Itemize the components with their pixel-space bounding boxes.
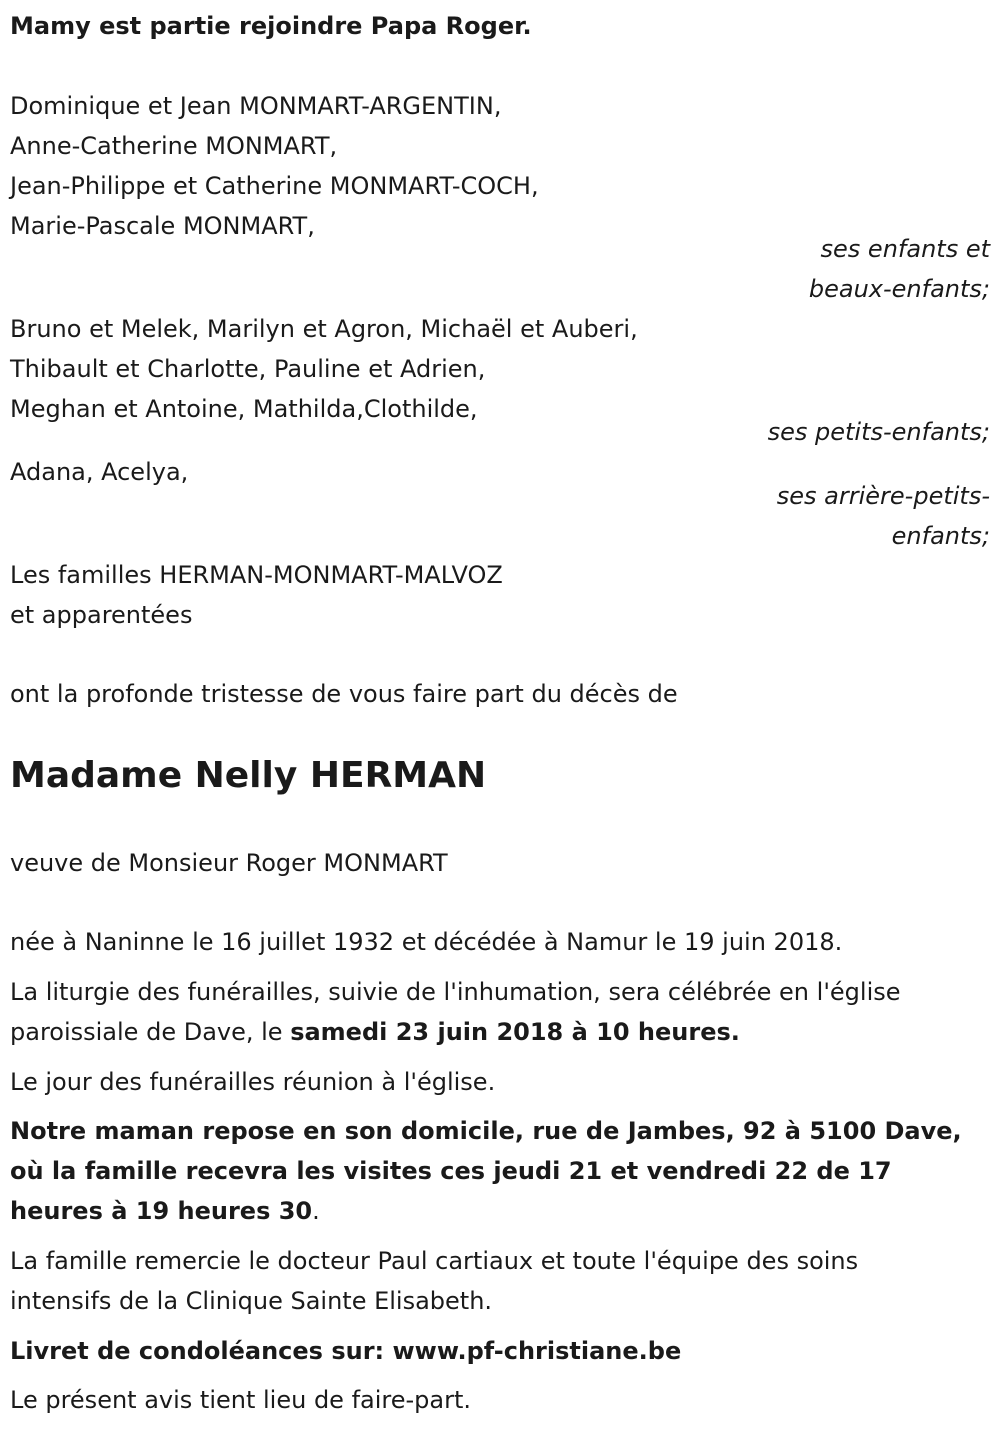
families-line-1: Les familles HERMAN-MONMART-MALVOZ <box>10 561 503 589</box>
children-role-line-1: ses enfants et <box>820 235 990 263</box>
grandchildren-role: ses petits-enfants; <box>767 418 990 446</box>
children-line-1: Dominique et Jean MONMART-ARGENTIN, <box>10 92 502 120</box>
intro-line: Mamy est partie rejoindre Papa Roger. <box>10 12 532 40</box>
children-role-line-2: beaux-enfants; <box>808 275 990 303</box>
liturgy-line-2 <box>10 1012 740 1052</box>
children-line-3: Jean-Philippe et Catherine MONMART-COCH, <box>10 172 539 200</box>
thanks-line-2: intensifs de la Clinique Sainte Elisabeth. <box>10 1287 493 1315</box>
rest-line-1: Notre maman repose en son domicile, rue de Jambes, 92 à 5100 Dave, <box>10 1117 962 1145</box>
closing-line: Le présent avis tient lieu de faire-part. <box>10 1386 472 1414</box>
great-grandchildren-role-line-1: ses arrière-petits- <box>776 482 990 510</box>
reunion-line: Le jour des funérailles réunion à l'église. <box>10 1068 496 1096</box>
grandchildren-line-1: Bruno et Melek, Marilyn et Agron, Michaël et Auberi, <box>10 315 638 343</box>
condolences-line: Livret de condoléances sur: www.pf-christiane.be <box>10 1337 682 1365</box>
deceased-name: Madame Nelly HERMAN <box>10 755 487 796</box>
rest-hours: heures à 19 heures 30 <box>10 1197 313 1225</box>
great-grandchildren-role-line-2: enfants; <box>891 522 990 550</box>
families-line-2: et apparentées <box>10 601 193 629</box>
grandchildren-line-3: Meghan et Antoine, Mathilda,Clothilde, <box>10 395 478 423</box>
rest-suffix: . <box>312 1197 320 1225</box>
liturgy-line-1: La liturgie des funérailles, suivie de l'inhumation, sera célébrée en l'église <box>10 978 901 1006</box>
rest-line-3 <box>10 1191 320 1231</box>
funeral-date: samedi 23 juin 2018 à 10 heures. <box>290 1018 740 1046</box>
grandchildren-line-2: Thibault et Charlotte, Pauline et Adrien, <box>10 355 486 383</box>
widow-of-line: veuve de Monsieur Roger MONMART <box>10 849 448 877</box>
great-grandchildren-line: Adana, Acelya, <box>10 458 189 486</box>
liturgy-prefix: paroissiale de Dave, le <box>10 1018 291 1046</box>
thanks-line-1: La famille remercie le docteur Paul cartiaux et toute l'équipe des soins <box>10 1247 859 1275</box>
children-line-2: Anne-Catherine MONMART, <box>10 132 338 160</box>
announcement-line: ont la profonde tristesse de vous faire part du décès de <box>10 680 678 708</box>
birth-death-line: née à Naninne le 16 juillet 1932 et décédée à Namur le 19 juin 2018. <box>10 928 843 956</box>
rest-line-2: où la famille recevra les visites ces jeudi 21 et vendredi 22 de 17 <box>10 1157 892 1185</box>
children-line-4: Marie-Pascale MONMART, <box>10 212 315 240</box>
